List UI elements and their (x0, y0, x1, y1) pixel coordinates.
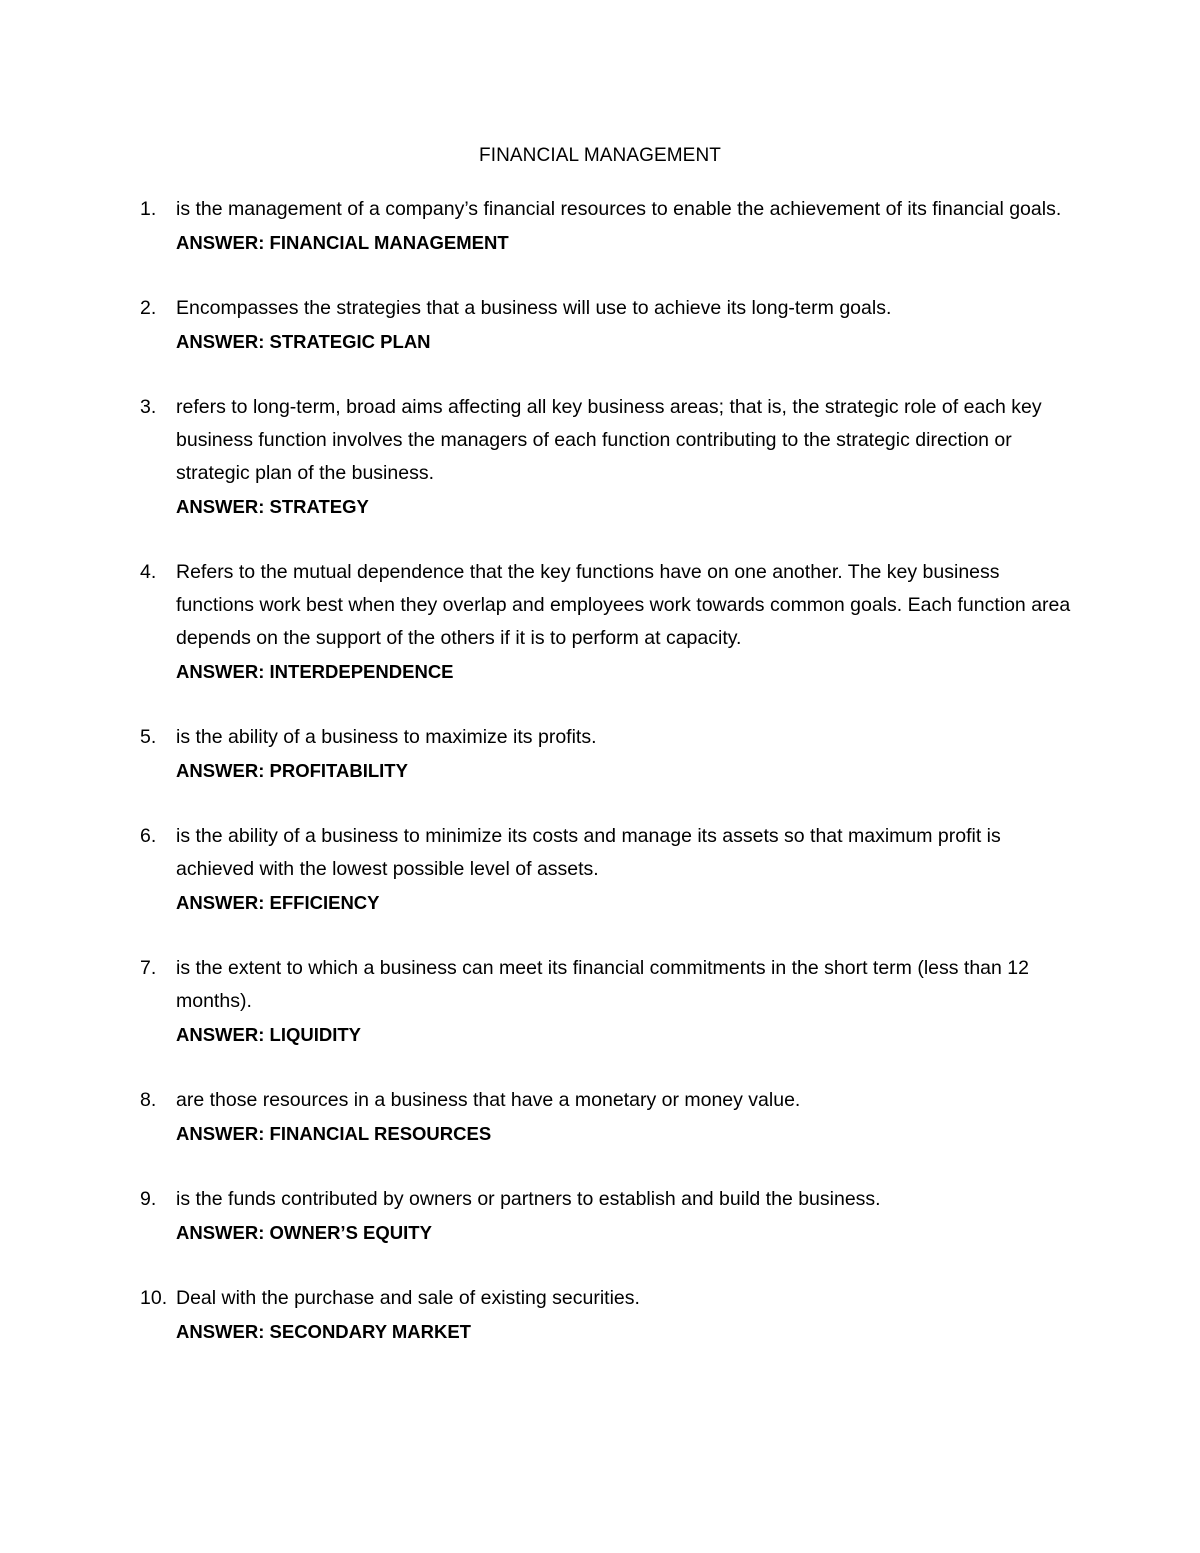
question-text: is the funds contributed by owners or partners to establish and build the business. (176, 1188, 881, 1210)
question-text: Deal with the purchase and sale of existing securities. (176, 1287, 640, 1309)
question-item-10 (0, 1282, 1071, 1348)
question-text: Refers to the mutual dependence that the key functions have on one another. The key business functions work best when they overlap and employees work towards common goals. Each function area depends on the support of the others if it is to perform at capacity. (176, 561, 1071, 649)
question-number: 9. (140, 1188, 157, 1210)
question-answer: ANSWER: FINANCIAL RESOURCES (176, 1123, 492, 1144)
question-answer: ANSWER: OWNER’S EQUITY (176, 1222, 432, 1243)
question-item-9 (0, 1183, 1071, 1249)
question-item-7 (0, 952, 1071, 1051)
question-answer: ANSWER: LIQUIDITY (176, 1024, 361, 1045)
question-text: is the management of a company’s financial resources to enable the achievement of its financial goals. (176, 198, 1062, 220)
question-answer: ANSWER: EFFICIENCY (176, 892, 380, 913)
question-number: 5. (140, 726, 157, 748)
question-number: 3. (140, 396, 157, 418)
question-item-3 (0, 391, 1071, 523)
question-list (0, 193, 1200, 1381)
question-number: 4. (140, 561, 157, 583)
question-text: Encompasses the strategies that a business will use to achieve its long-term goals. (176, 297, 892, 319)
question-item-5 (0, 721, 1071, 787)
question-text: is the ability of a business to maximize its profits. (176, 726, 597, 748)
question-number: 1. (140, 198, 157, 220)
question-text: are those resources in a business that have a monetary or money value. (176, 1089, 801, 1111)
question-number: 2. (140, 297, 157, 319)
document-title: FINANCIAL MANAGEMENT (479, 145, 721, 166)
question-item-4 (0, 556, 1071, 688)
question-answer: ANSWER: INTERDEPENDENCE (176, 661, 454, 682)
question-text: refers to long-term, broad aims affecting all key business areas; that is, the strategic role of each key business function involves the managers of each function contributing to the strategic direction or strategic plan of the business. (176, 396, 1042, 484)
question-item-8 (0, 1084, 1071, 1150)
question-text: is the ability of a business to minimize its costs and manage its assets so that maximum profit is achieved with the lowest possible level of assets. (176, 825, 1001, 880)
question-answer: ANSWER: STRATEGY (176, 496, 369, 517)
question-number: 8. (140, 1089, 157, 1111)
question-number: 6. (140, 825, 157, 847)
question-answer: ANSWER: SECONDARY MARKET (176, 1321, 471, 1342)
question-text: is the extent to which a business can meet its financial commitments in the short term (less than 12 months). (176, 957, 1029, 1012)
question-answer: ANSWER: STRATEGIC PLAN (176, 331, 431, 352)
question-item-1 (0, 193, 1071, 259)
question-number: 10. (140, 1287, 168, 1309)
question-number: 7. (140, 957, 157, 979)
question-item-2 (0, 292, 1071, 358)
question-answer: ANSWER: PROFITABILITY (176, 760, 408, 781)
question-item-6 (0, 820, 1071, 919)
question-answer: ANSWER: FINANCIAL MANAGEMENT (176, 232, 509, 253)
